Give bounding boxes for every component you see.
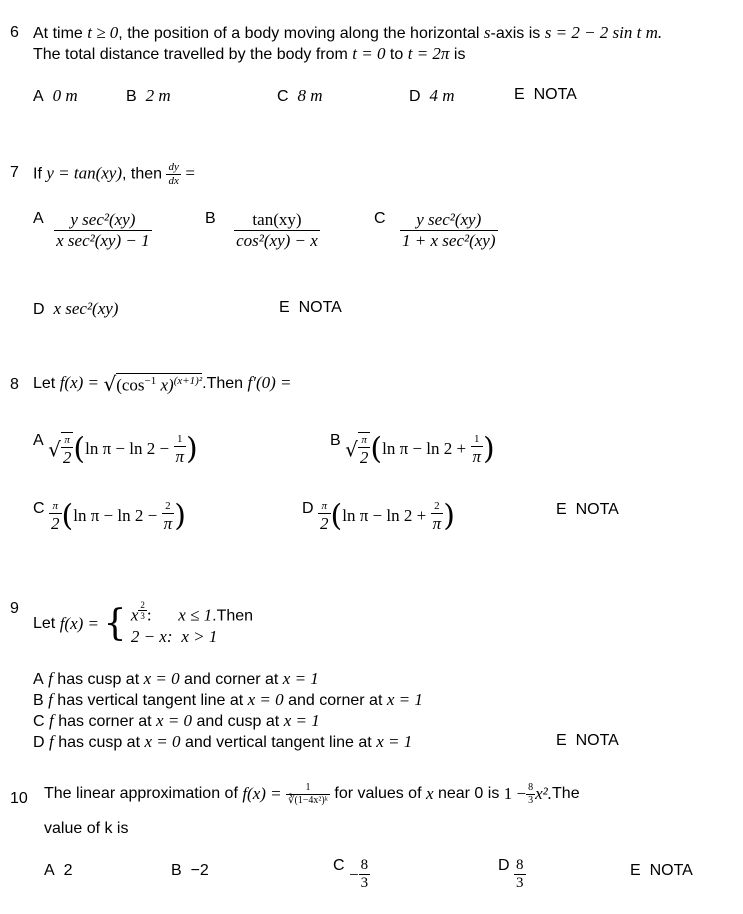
- option-a-fraction: $\frac{\text{y sec²(xy)}}{\text{x sec²(xy) − 1}}$: [56, 210, 150, 250]
- fraction-f: $\frac{1}{\text{∛(1−4x²)ᵏ}}$: [288, 782, 328, 806]
- option-e[interactable]: E NOTA: [556, 732, 619, 749]
- question-6-line-1: At time t ≥ 0, the position of a body moving along the horizontal s-axis is s = 2 − 2 sin t m.: [33, 23, 663, 42]
- sqrt-pi-over-2: √ $\frac{\pi}{2}$: [48, 434, 72, 467]
- option-d[interactable]: D 4 m: [409, 86, 455, 105]
- fraction-2-over-pi: $\frac{2}{\pi}$: [432, 500, 442, 533]
- option-c[interactable]: C f has corner at x = 0 and cusp at x = 1: [33, 711, 320, 730]
- fraction-8-over-3: $\frac{8}{3}$: [516, 857, 524, 892]
- question-10-line-2: value of k is: [44, 820, 129, 837]
- option-b[interactable]: B 2 m: [126, 86, 171, 105]
- square-root: $√(\cos^{-1}$ x)$^{(x+1)^2}$: [103, 372, 203, 396]
- question-number: 8: [10, 376, 19, 393]
- fraction-pi-over-2: $\frac{\pi}{2}$: [51, 500, 60, 533]
- option-d[interactable]: D f has cusp at x = 0 and vertical tangent line at x = 1: [33, 732, 413, 751]
- option-e[interactable]: E NOTA: [556, 501, 619, 518]
- option-a[interactable]: A √ $\frac{\pi}{2}$ (ln π − ln 2 − $\frac{1}{\pi}$ ): [33, 431, 198, 467]
- fraction-1-over-pi: $\frac{1}{\pi}$: [472, 433, 482, 466]
- option-b-fraction: $\frac{\tan(xy)}{\text{cos²(xy) − x}}$: [236, 210, 318, 250]
- option-a[interactable]: A 2: [44, 862, 73, 879]
- question-8-prompt: Let $f(x) = √(\cos^{-1}$ x)$^{(x+1)^2}$.Then f′(0) =: [33, 372, 292, 396]
- fraction-pi-over-2: $\frac{\pi}{2}$: [320, 500, 329, 533]
- question-9-prompt: Let f(x) = { x $^{\frac{2}{3}}$ : x ≤ 1.Then 2 − x: x > 1: [33, 600, 254, 646]
- fraction-8-over-3: $\frac{8}{3}$: [528, 782, 534, 806]
- question-number: 9: [10, 600, 19, 617]
- question-6-line-2: The total distance travelled by the body from t = 0 to t = 2π is: [33, 44, 466, 63]
- option-b[interactable]: B √ $\frac{\pi}{2}$ (ln π − ln 2 + $\frac{1}{\pi}$ ): [330, 431, 495, 467]
- option-c-fraction: $\frac{\text{y sec²(xy)}}{\text{1 + x sec²(xy)}}$: [402, 210, 496, 250]
- option-d[interactable]: D x sec²(xy): [33, 299, 119, 318]
- option-c[interactable]: C $\frac{\text{y sec²(xy)}}{\text{1 + x sec²(xy)}}$: [374, 210, 496, 250]
- option-e[interactable]: E NOTA: [514, 86, 577, 103]
- question-10-prompt: The linear approximation of f(x) = $\frac{1}{\text{∛(1−4x²)ᵏ}}$ for values of x near 0 is 1 − $\frac{8}{3}$ x².The: [44, 782, 580, 806]
- piecewise-cases: [131, 600, 253, 648]
- option-e[interactable]: E NOTA: [279, 299, 342, 316]
- case-1: x $^{\frac{2}{3}}$ : x ≤ 1.Then: [130, 600, 254, 625]
- option-b[interactable]: B f has vertical tangent line at x = 0 and corner at x = 1: [33, 690, 423, 709]
- question-number: 7: [10, 164, 19, 181]
- question-number: 10: [10, 790, 28, 807]
- option-c[interactable]: C − $\frac{8}{3}$: [333, 857, 369, 892]
- question-number: 6: [10, 24, 19, 41]
- option-a[interactable]: A $\frac{\text{y sec²(xy)}}{\text{x sec²(xy) − 1}}$: [33, 210, 150, 250]
- question-7-prompt: If y = tan(xy), then $\frac{dy}{dx}$ =: [33, 161, 195, 187]
- option-a[interactable]: A f has cusp at x = 0 and corner at x = 1: [33, 669, 319, 688]
- case-2: 2 − x: x > 1: [130, 626, 218, 646]
- option-d[interactable]: D $\frac{\pi}{2}$ (ln π − ln 2 + $\frac{2}{\pi}$ ): [302, 498, 455, 534]
- option-c[interactable]: C 8 m: [277, 86, 323, 105]
- option-a[interactable]: A 0 m: [33, 86, 78, 105]
- option-c[interactable]: C $\frac{\pi}{2}$ (ln π − ln 2 − $\frac{2}{\pi}$ ): [33, 498, 186, 534]
- option-b[interactable]: B −2: [171, 862, 209, 879]
- option-b[interactable]: B $\frac{\tan(xy)}{\text{cos²(xy) − x}}$: [205, 210, 318, 250]
- option-e[interactable]: E NOTA: [630, 862, 693, 879]
- fraction-1-over-pi: $\frac{1}{\pi}$: [175, 433, 185, 466]
- fraction-8-over-3: $\frac{8}{3}$: [360, 857, 369, 892]
- sqrt-pi-over-2: √ $\frac{\pi}{2}$: [345, 434, 369, 467]
- fraction-2-over-pi: $\frac{2}{\pi}$: [163, 500, 173, 533]
- dy-dx-fraction: $\frac{dy}{dx}$: [168, 161, 179, 187]
- option-d[interactable]: D $\frac{8}{3}$: [498, 857, 524, 892]
